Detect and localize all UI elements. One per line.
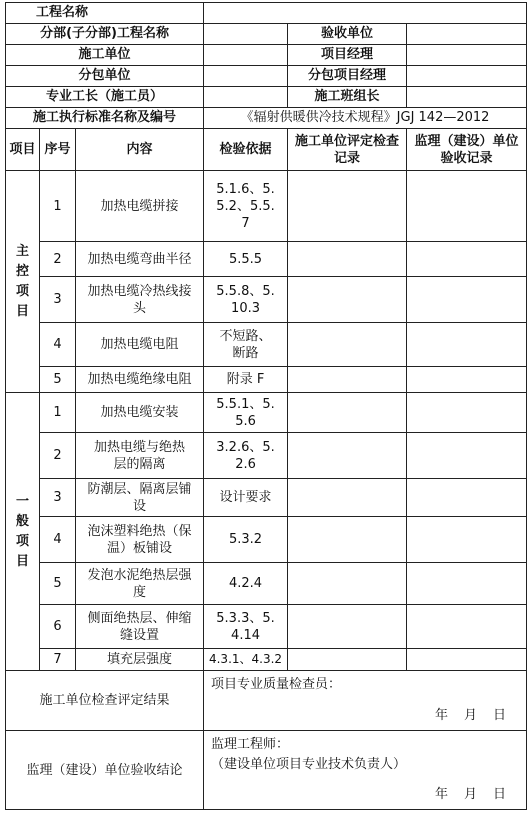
project-manager-label: 项目经理 — [288, 45, 407, 66]
row-content: 侧面绝热层、伸缩缝设置 — [76, 605, 204, 649]
col-content-header: 内容 — [76, 129, 204, 171]
row-seq: 4 — [40, 323, 76, 367]
table-row — [6, 563, 527, 605]
table-row — [6, 242, 527, 277]
row-basis: 不短路、断路 — [204, 323, 288, 367]
general-group-label: 一般项目 — [6, 393, 40, 671]
row-content: 加热电缆安装 — [76, 393, 204, 433]
row-basis: 5.5.8、5.10.3 — [204, 277, 288, 323]
supervision-date: 年 月 日 — [435, 787, 507, 802]
construction-record-cell[interactable] — [288, 277, 407, 323]
subcontract-unit-label: 分包单位 — [6, 66, 204, 87]
construction-result-label: 施工单位检查评定结果 — [6, 671, 204, 731]
row-seq: 5 — [40, 367, 76, 393]
table-row — [6, 433, 527, 479]
construction-record-cell[interactable] — [288, 433, 407, 479]
supervision-record-cell[interactable] — [407, 171, 527, 242]
table-row — [6, 393, 527, 433]
table-row — [6, 605, 527, 649]
team-leader-value[interactable] — [407, 87, 527, 108]
construction-record-cell[interactable] — [288, 517, 407, 563]
project-manager-value[interactable] — [407, 45, 527, 66]
row-seq: 4 — [40, 517, 76, 563]
construction-result-row — [6, 671, 527, 731]
supervision-record-cell[interactable] — [407, 367, 527, 393]
sub-project-value[interactable] — [204, 24, 288, 45]
construction-unit-label: 施工单位 — [6, 45, 204, 66]
acceptance-form — [5, 2, 526, 817]
construction-record-cell[interactable] — [288, 323, 407, 367]
project-name-label: 工程名称 — [6, 3, 204, 24]
construction-record-cell[interactable] — [288, 563, 407, 605]
row-seq: 2 — [40, 433, 76, 479]
row-basis: 3.2.6、5.2.6 — [204, 433, 288, 479]
table-row — [6, 479, 527, 517]
main-group-label: 主控项目 — [6, 171, 40, 393]
supervision-conclusion-label: 监理（建设）单位验收结论 — [6, 731, 204, 810]
construction-unit-value[interactable] — [204, 45, 288, 66]
row-basis: 5.1.6、5.5.2、5.5.7 — [204, 171, 288, 242]
standard-value: 《辐射供暖供冷技术规程》JGJ 142—2012 — [204, 108, 527, 129]
supervision-record-cell[interactable] — [407, 563, 527, 605]
row-seq: 3 — [40, 479, 76, 517]
acceptance-unit-label: 验收单位 — [288, 24, 407, 45]
row-content: 加热电缆电阻 — [76, 323, 204, 367]
col-seq-header: 序号 — [40, 129, 76, 171]
subcontract-unit-value[interactable] — [204, 66, 288, 87]
construction-result-sign-area[interactable] — [204, 671, 527, 731]
row-basis: 5.3.3、5.4.14 — [204, 605, 288, 649]
supervision-conclusion-row — [6, 731, 527, 810]
construction-record-cell[interactable] — [288, 242, 407, 277]
table-row — [6, 323, 527, 367]
subcontract-manager-value[interactable] — [407, 66, 527, 87]
row-content: 发泡水泥绝热层强度 — [76, 563, 204, 605]
col-item-header: 项目 — [6, 129, 40, 171]
row-content: 防潮层、隔离层铺设 — [76, 479, 204, 517]
row-basis: 4.2.4 — [204, 563, 288, 605]
row-content: 泡沫塑料绝热（保温）板铺设 — [76, 517, 204, 563]
supervision-record-cell[interactable] — [407, 323, 527, 367]
supervision-record-cell[interactable] — [407, 277, 527, 323]
row-seq: 6 — [40, 605, 76, 649]
row-basis: 4.3.1、4.3.2 — [204, 649, 288, 671]
project-name-value[interactable] — [204, 3, 527, 24]
row-seq: 3 — [40, 277, 76, 323]
row-content: 加热电缆冷热线接头 — [76, 277, 204, 323]
row-seq: 1 — [40, 393, 76, 433]
foreman-label: 专业工长（施工员） — [6, 87, 204, 108]
subcontract-manager-label: 分包项目经理 — [288, 66, 407, 87]
table-row — [6, 171, 527, 242]
supervision-record-cell[interactable] — [407, 479, 527, 517]
supervision-record-cell[interactable] — [407, 433, 527, 479]
supervision-record-cell[interactable] — [407, 605, 527, 649]
acceptance-unit-value[interactable] — [407, 24, 527, 45]
construction-record-cell[interactable] — [288, 479, 407, 517]
engineer-label: 监理工程师： — [211, 737, 290, 752]
table-row — [6, 649, 527, 671]
form-table — [5, 2, 527, 810]
team-leader-label: 施工班组长 — [288, 87, 407, 108]
row-seq: 2 — [40, 242, 76, 277]
construction-record-cell[interactable] — [288, 605, 407, 649]
row-content: 加热电缆与绝热层的隔离 — [76, 433, 204, 479]
col-basis-header: 检验依据 — [204, 129, 288, 171]
supervision-record-cell[interactable] — [407, 393, 527, 433]
table-row — [6, 277, 527, 323]
foreman-value[interactable] — [204, 87, 288, 108]
row-seq: 7 — [40, 649, 76, 671]
row-content: 加热电缆弯曲半径 — [76, 242, 204, 277]
row-seq: 5 — [40, 563, 76, 605]
supervision-record-cell[interactable] — [407, 517, 527, 563]
row-basis: 设计要求 — [204, 479, 288, 517]
construction-record-cell[interactable] — [288, 367, 407, 393]
construction-record-cell[interactable] — [288, 393, 407, 433]
supervision-record-cell[interactable] — [407, 649, 527, 671]
row-content: 填充层强度 — [76, 649, 204, 671]
col-supervision-record-header: 监理（建设）单位验收记录 — [407, 129, 527, 171]
row-content: 加热电缆绝缘电阻 — [76, 367, 204, 393]
construction-record-cell[interactable] — [288, 171, 407, 242]
table-row — [6, 367, 527, 393]
table-row — [6, 517, 527, 563]
construction-record-cell[interactable] — [288, 649, 407, 671]
engineer-note: （建设单位项目专业技术负责人） — [211, 757, 407, 772]
row-content: 加热电缆拼接 — [76, 171, 204, 242]
row-basis: 5.3.2 — [204, 517, 288, 563]
row-basis: 附录 F — [204, 367, 288, 393]
col-construction-record-header: 施工单位评定检查记录 — [288, 129, 407, 171]
supervision-record-cell[interactable] — [407, 242, 527, 277]
supervision-sign-area[interactable] — [204, 731, 527, 810]
inspector-label: 项目专业质量检查员： — [211, 677, 342, 692]
standard-label: 施工执行标准名称及编号 — [6, 108, 204, 129]
row-seq: 1 — [40, 171, 76, 242]
construction-date: 年 月 日 — [435, 708, 507, 723]
row-basis: 5.5.1、5.5.6 — [204, 393, 288, 433]
sub-project-label: 分部(子分部)工程名称 — [6, 24, 204, 45]
row-basis: 5.5.5 — [204, 242, 288, 277]
